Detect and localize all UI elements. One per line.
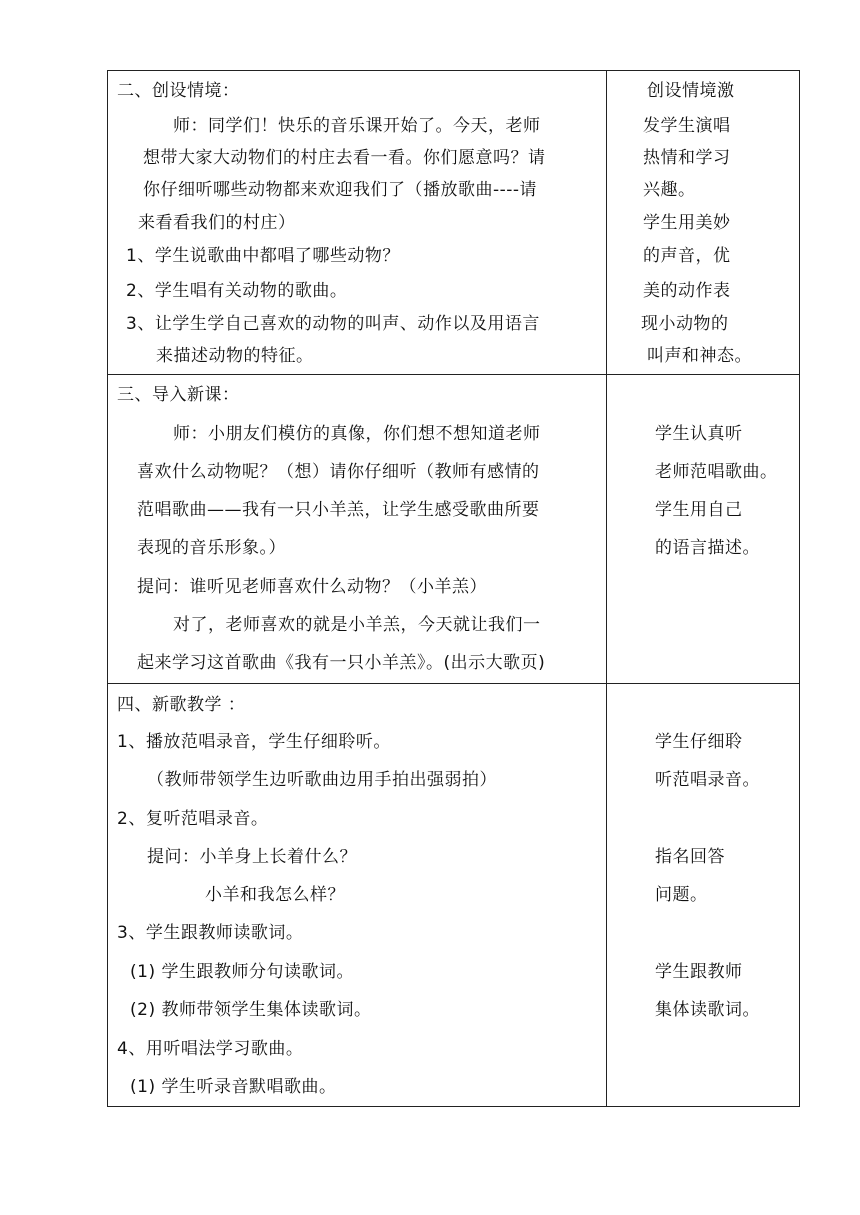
section-2-note: 兴趣。: [643, 180, 696, 200]
section-3-line: 范唱歌曲——我有一只小羊羔，让学生感受歌曲所要: [137, 500, 540, 520]
section-4-line: (2) 教师带领学生集体读歌词。: [130, 1000, 372, 1020]
section-4-note: 学生仔细聆: [655, 732, 743, 752]
section-2-line: 来看看我们的村庄）: [138, 213, 296, 233]
section-4-note: 指名回答: [655, 847, 725, 867]
section-4-line: 1、播放范唱录音，学生仔细聆听。: [117, 732, 391, 752]
section-4-line: 3、学生跟教师读歌词。: [117, 923, 304, 943]
section-3-line: 起来学习这首歌曲《我有一只小羊羔》。(出示大歌页): [137, 653, 546, 673]
section-4-line: （教师带领学生边听歌曲边用手拍出强弱拍）: [147, 770, 497, 790]
section-4-line: (1) 学生听录音默唱歌曲。: [130, 1077, 337, 1097]
section-3-note: 的语言描述。: [655, 538, 760, 558]
section-4-note: 学生跟教师: [655, 962, 743, 982]
section-2-note: 美的动作表: [643, 281, 731, 301]
section-2-note: 发学生演唱: [643, 116, 731, 136]
section-3-note: 学生用自己: [655, 500, 743, 520]
section-2-line: 师：同学们！快乐的音乐课开始了。今天，老师: [173, 116, 541, 136]
section-3-line: 对了，老师喜欢的就是小羊羔，今天就让我们一: [173, 615, 541, 635]
section-3-note: 老师范唱歌曲。: [655, 462, 778, 482]
section-2-note: 的声音，优: [643, 246, 731, 266]
section-2-line: 3、让学生学自己喜欢的动物的叫声、动作以及用语言: [126, 314, 540, 334]
section-2-line: 想带大家大动物们的村庄去看一看。你们愿意吗？请: [143, 148, 546, 168]
section-3-line: 表现的音乐形象。）: [137, 538, 286, 558]
row-divider: [108, 374, 799, 375]
section-2-line: 来描述动物的特征。: [156, 346, 314, 366]
section-2-note: 叫声和神态。: [647, 346, 752, 366]
section-3-heading: 三、导入新课：: [117, 385, 240, 405]
section-2-line: 你仔细听哪些动物都来欢迎我们了（播放歌曲----请: [143, 180, 538, 200]
section-3-line: 喜欢什么动物呢？（想）请你仔细听（教师有感情的: [137, 462, 540, 482]
section-2-note: 现小动物的: [641, 314, 729, 334]
section-4-note: 集体读歌词。: [655, 1000, 760, 1020]
section-4-line: 2、复听范唱录音。: [117, 809, 269, 829]
section-4-line: (1) 学生跟教师分句读歌词。: [130, 962, 354, 982]
section-2-note: 学生用美妙: [643, 213, 731, 233]
row-divider: [108, 683, 799, 684]
section-4-line: 提问：小羊身上长着什么？: [147, 847, 357, 867]
section-3-line: 提问：谁听见老师喜欢什么动物？（小羊羔）: [137, 577, 487, 597]
section-4-note: 问题。: [655, 885, 708, 905]
section-2-note: 创设情境激: [647, 81, 735, 101]
section-2-line: 1、学生说歌曲中都唱了哪些动物？: [126, 246, 400, 266]
section-4-heading: 四、新歌教学 ：: [117, 695, 246, 715]
column-divider: [606, 71, 607, 1106]
section-2-line: 2、学生唱有关动物的歌曲。: [126, 281, 348, 301]
section-2-note: 热情和学习: [643, 148, 731, 168]
section-3-note: 学生认真听: [655, 424, 743, 444]
section-3-line: 师：小朋友们模仿的真像，你们想不想知道老师: [173, 424, 541, 444]
section-2-heading: 二、创设情境：: [117, 81, 240, 101]
section-4-line: 4、用听唱法学习歌曲。: [117, 1039, 304, 1059]
section-4-line: 小羊和我怎么样？: [205, 885, 345, 905]
section-4-note: 听范唱录音。: [655, 770, 760, 790]
